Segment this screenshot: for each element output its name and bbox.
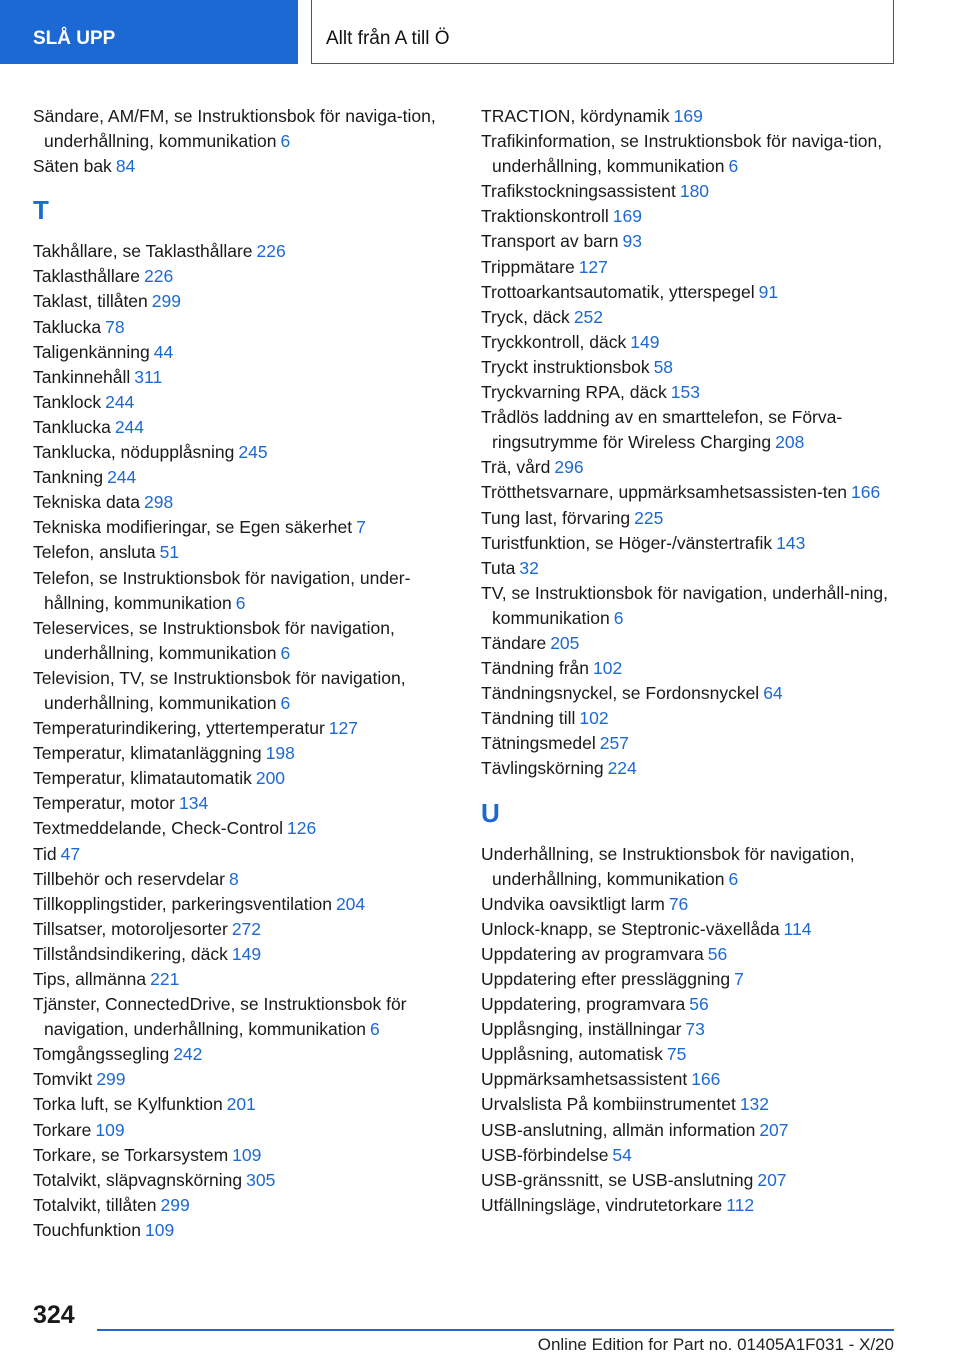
footer-divider: [97, 1329, 894, 1331]
index-page-link[interactable]: 73: [685, 1019, 705, 1040]
index-entry: [33, 340, 463, 365]
index-entry: [33, 566, 463, 616]
index-page-link[interactable]: 153: [670, 382, 700, 403]
index-entry: [481, 656, 901, 681]
index-page-link[interactable]: 127: [328, 718, 358, 739]
index-page-link[interactable]: 305: [246, 1169, 276, 1190]
index-page-link[interactable]: 126: [287, 818, 317, 839]
index-entry: [33, 942, 463, 967]
index-page-link[interactable]: 93: [622, 231, 642, 252]
index-page-link[interactable]: 109: [95, 1119, 125, 1140]
index-page-link[interactable]: 112: [726, 1194, 755, 1215]
index-entry: [481, 480, 901, 505]
index-page-link[interactable]: 47: [60, 843, 81, 864]
index-entry-text: Taklast, tillåten: [33, 291, 148, 312]
index-page-link[interactable]: 56: [707, 943, 728, 964]
index-entry: [481, 455, 901, 480]
index-entry: [481, 581, 901, 631]
index-page-link[interactable]: 252: [573, 306, 604, 327]
index-page-link[interactable]: 299: [151, 291, 181, 312]
index-page-link[interactable]: 296: [554, 457, 584, 478]
index-entry-text: Tryckt instruktionsbok: [481, 356, 650, 377]
index-entry-text: Totalvikt, tillåten: [33, 1194, 157, 1215]
index-entry-text: Utfällningsläge, vindrutetorkare: [481, 1194, 723, 1215]
index-entry-text: Tillbehör och reservdelar: [33, 868, 225, 889]
index-entry: [33, 1092, 463, 1117]
index-entry: [481, 129, 901, 179]
index-page-link[interactable]: 58: [653, 356, 674, 377]
index-entry-text: Tuta: [481, 557, 516, 578]
index-entry-text: TV, se Instruktionsbok för navigation, underhåll-ning, kommunikation: [481, 582, 888, 628]
chapter-tab-a-to-o[interactable]: Allt från A till Ö: [311, 0, 894, 64]
index-page-link[interactable]: 6: [280, 131, 291, 152]
index-page-link[interactable]: 204: [335, 893, 366, 914]
index-page-link[interactable]: 109: [145, 1219, 175, 1240]
index-entry-text: Tankinnehåll: [33, 366, 131, 387]
index-page-link[interactable]: 7: [734, 969, 744, 989]
index-entry: [481, 1193, 901, 1218]
index-entry: [33, 616, 463, 666]
index-entry-text: Tändning till: [481, 708, 576, 729]
index-entry-text: Tillkopplingstider, parkeringsventilation: [33, 893, 332, 914]
index-entry: [33, 892, 463, 917]
index-entry: [481, 1017, 901, 1042]
index-entry: [33, 917, 463, 942]
index-page-link[interactable]: 299: [160, 1194, 190, 1215]
index-entry-text: Tanklucka, nödupplåsning: [33, 442, 235, 463]
index-entry: [33, 315, 463, 340]
index-entry: [481, 892, 901, 917]
index-entry: [33, 264, 463, 289]
index-entry-text: Upplåsning, automatisk: [481, 1044, 663, 1065]
index-entry-text: USB-gränssnitt, se USB-anslutning: [481, 1169, 754, 1190]
index-entry-text: Taklasthållare: [33, 266, 140, 287]
index-page-link[interactable]: 149: [630, 331, 660, 352]
index-entry: [33, 741, 463, 766]
index-page-link[interactable]: 208: [775, 432, 805, 453]
index-page-link[interactable]: 6: [235, 592, 246, 613]
index-entry-text: TRACTION, kördynamik: [481, 106, 670, 126]
index-page-link[interactable]: 7: [356, 517, 366, 538]
index-entry-text: Tekniska data: [33, 492, 141, 513]
index-page-link[interactable]: 76: [668, 893, 689, 914]
index-entry-text: Tändningsnyckel, se Fordonsnyckel: [481, 683, 760, 704]
index-entry-text: Torkare, se Torkarsystem: [33, 1144, 229, 1165]
index-entry: [481, 305, 901, 330]
section-tab-sla-upp[interactable]: SLÅ UPP: [0, 0, 298, 64]
index-letter-heading: T: [33, 195, 49, 226]
index-entry-text: Tung last, förvaring: [481, 507, 631, 528]
index-entry-text: Totalvikt, släpvagnskörning: [33, 1169, 243, 1190]
index-entry-text: Säten bak: [33, 156, 112, 177]
index-entry: [33, 365, 463, 390]
index-entry: [481, 731, 901, 756]
index-entry: [481, 405, 901, 455]
index-page-link[interactable]: 6: [280, 692, 291, 713]
index-page-link[interactable]: 169: [673, 106, 703, 126]
index-entry: [33, 666, 463, 716]
index-entry-text: Trä, vård: [481, 457, 551, 478]
index-entry: [33, 465, 463, 490]
page-number: 324: [33, 1301, 75, 1329]
index-entry: [481, 355, 901, 380]
index-entry-text: Torka luft, se Kylfunktion: [33, 1094, 223, 1115]
index-entry-text: Temperatur, klimatautomatik: [33, 768, 252, 789]
index-page-link[interactable]: 6: [728, 868, 739, 889]
index-entry: [481, 967, 901, 992]
index-entry: [481, 1143, 901, 1168]
index-page-link[interactable]: 257: [599, 733, 629, 754]
index-entry: [481, 1092, 901, 1117]
index-entry-text: Uppdatering, programvara: [481, 994, 686, 1015]
index-page-link[interactable]: 226: [256, 241, 286, 262]
index-column-left: [33, 104, 463, 1243]
index-page-link[interactable]: 224: [607, 758, 637, 779]
index-page-link[interactable]: 245: [238, 442, 268, 463]
index-page-link[interactable]: 51: [159, 542, 180, 563]
index-entry: [33, 289, 463, 314]
index-entry: [33, 1067, 463, 1092]
index-entry: [481, 681, 901, 706]
index-page-link[interactable]: 6: [728, 156, 739, 177]
index-entry-text: Tid: [33, 843, 57, 864]
index-entry: [481, 706, 901, 731]
index-entry-text: Uppmärksamhetsassistent: [481, 1069, 688, 1090]
index-entry: [481, 992, 901, 1017]
index-page-link[interactable]: 102: [593, 658, 623, 679]
index-entry-text: Urvalslista På kombiinstrumentet: [481, 1094, 736, 1115]
index-page-link[interactable]: 299: [96, 1069, 126, 1090]
index-entry: [481, 1118, 901, 1143]
index-entry: [481, 1067, 901, 1092]
index-page-link[interactable]: 6: [370, 1019, 380, 1040]
index-entry-text: Telefon, se Instruktionsbok för navigation, under-hållning, kommunikation: [33, 567, 411, 613]
index-entry: [481, 380, 901, 405]
index-page-link[interactable]: 244: [107, 467, 137, 488]
index-entry: [481, 631, 901, 656]
index-entry-text: Underhållning, se Instruktionsbok för navigation, underhållning, kommunikation: [481, 843, 855, 889]
index-entry: [33, 440, 463, 465]
index-entry: [33, 515, 463, 540]
index-entry: [481, 942, 901, 967]
index-entry: [481, 531, 901, 556]
index-page-link[interactable]: 78: [105, 316, 125, 337]
index-page-link[interactable]: 180: [679, 181, 710, 202]
index-entry: [33, 390, 463, 415]
index-entry-text: Trippmätare: [481, 256, 575, 277]
index-page-link[interactable]: 311: [134, 366, 163, 387]
index-page-link[interactable]: 198: [265, 743, 295, 764]
index-page-link[interactable]: 102: [579, 708, 609, 729]
index-page-link[interactable]: 244: [105, 391, 135, 412]
index-entry-text: Tanklock: [33, 391, 102, 412]
index-entry-text: Tätningsmedel: [481, 733, 596, 754]
index-entry-text: Tekniska modifieringar, se Egen säkerhet: [33, 517, 353, 538]
index-entry-text: Trafikstockningsassistent: [481, 181, 676, 202]
index-entry-text: Undvika oavsiktligt larm: [481, 893, 665, 914]
index-page-link[interactable]: 32: [519, 557, 539, 578]
index-entry-text: Uppdatering av programvara: [481, 943, 704, 964]
index-entry-text: Touchfunktion: [33, 1219, 141, 1240]
index-page-link[interactable]: 200: [255, 768, 286, 789]
index-entry-text: Torkare: [33, 1119, 92, 1140]
index-page-link[interactable]: 225: [634, 507, 664, 528]
index-entry-text: Temperatur, motor: [33, 793, 175, 814]
index-entry: [33, 1168, 463, 1193]
index-page-link[interactable]: 272: [231, 918, 262, 939]
index-page-link[interactable]: 109: [232, 1144, 262, 1165]
index-entry-text: Taklucka: [33, 316, 102, 337]
index-entry: [481, 280, 901, 305]
index-entry: [481, 204, 901, 229]
index-entry: [33, 842, 463, 867]
index-entry: [33, 490, 463, 515]
index-page-link[interactable]: 6: [613, 607, 624, 628]
index-entry: [481, 756, 901, 781]
index-entry: [33, 1193, 463, 1218]
index-page-link[interactable]: 134: [179, 793, 209, 814]
index-entry: [33, 766, 463, 791]
index-page-link[interactable]: 91: [758, 281, 779, 302]
index-entry-text: Tjänster, ConnectedDrive, se Instruktionsbok för navigation, underhållning, kommunikation: [33, 994, 407, 1040]
index-entry: [481, 1042, 901, 1067]
index-entry-text: Tillståndsindikering, däck: [33, 943, 228, 964]
index-page-link[interactable]: 84: [115, 156, 136, 177]
index-page-link[interactable]: 44: [153, 341, 174, 362]
index-page-link[interactable]: 127: [578, 256, 608, 277]
index-entry-text: Unlock-knapp, se Steptronic-växellåda: [481, 918, 780, 939]
index-entry: [33, 867, 463, 892]
index-page-link[interactable]: 132: [739, 1094, 770, 1115]
index-entry: [481, 179, 901, 204]
index-entry-text: Tävlingskörning: [481, 758, 604, 779]
index-entry: [33, 1042, 463, 1067]
index-entry: [33, 967, 463, 992]
index-entry-text: Tankning: [33, 467, 104, 488]
index-page-link[interactable]: 226: [144, 266, 174, 287]
index-page-link[interactable]: 221: [150, 969, 180, 989]
index-entry-text: USB-förbindelse: [481, 1144, 609, 1165]
index-entry-text: Trottoarkantsautomatik, ytterspegel: [481, 281, 755, 302]
index-page-link[interactable]: 205: [550, 632, 580, 653]
index-entry-text: Textmeddelande, Check-Control: [33, 818, 283, 839]
index-entry: [481, 1168, 901, 1193]
index-entry-text: Upplåsnging, inställningar: [481, 1019, 682, 1040]
index-entry-text: Tändning från: [481, 658, 589, 679]
index-entry: [481, 506, 901, 531]
index-entry-text: Transport av barn: [481, 231, 619, 252]
index-entry: [33, 992, 463, 1042]
index-page-link[interactable]: 8: [228, 868, 239, 889]
index-entry-text: USB-anslutning, allmän information: [481, 1119, 756, 1140]
index-entry-text: Tillsatser, motoroljesorter: [33, 918, 228, 939]
index-page-link[interactable]: 166: [691, 1069, 721, 1090]
index-entry-text: Trådlös laddning av en smarttelefon, se Förva-ringsutrymme för Wireless Charging: [481, 407, 843, 453]
index-column-right: [481, 104, 901, 1218]
index-entry-text: Tändare: [481, 632, 547, 653]
index-entry-text: Trafikinformation, se Instruktionsbok för naviga-tion, underhållning, kommunikation: [481, 131, 883, 177]
index-entry: [481, 229, 901, 254]
index-entry: [33, 716, 463, 741]
index-entry-text: Tryckkontroll, däck: [481, 331, 627, 352]
index-entry: [33, 540, 463, 565]
index-entry-text: Television, TV, se Instruktionsbok för navigation, underhållning, kommunikation: [33, 667, 406, 713]
index-letter-heading: U: [481, 797, 500, 828]
index-entry-text: Temperaturindikering, yttertemperatur: [33, 718, 325, 739]
index-page-link[interactable]: 298: [144, 492, 174, 513]
index-page-link[interactable]: 6: [280, 642, 291, 663]
index-entry: [481, 556, 901, 581]
index-entry: [33, 154, 463, 179]
index-entry-text: Teleservices, se Instruktionsbok för navigation, underhållning, kommunikation: [33, 617, 395, 663]
index-entry-text: Turistfunktion, se Höger-/vänstertrafik: [481, 532, 773, 553]
index-entry: [33, 1118, 463, 1143]
index-page-link[interactable]: 201: [226, 1094, 256, 1115]
index-page-link[interactable]: 207: [759, 1119, 789, 1140]
index-entry-text: Taligenkänning: [33, 341, 150, 362]
index-page-link[interactable]: 56: [689, 994, 709, 1015]
index-entry-text: Uppdatering efter pressläggning: [481, 969, 731, 989]
index-page-link[interactable]: 143: [776, 532, 806, 553]
index-entry-text: Tips, allmänna: [33, 969, 147, 989]
index-entry-text: Telefon, ansluta: [33, 542, 156, 563]
index-entry: [33, 104, 463, 154]
index-entry-text: Temperatur, klimatanläggning: [33, 743, 262, 764]
index-entry-text: Tomgångssegling: [33, 1044, 170, 1065]
index-entry-text: Tanklucka: [33, 416, 111, 437]
edition-footer: Online Edition for Part no. 01405A1F031 - X/20: [537, 1335, 894, 1354]
index-entry: [481, 255, 901, 280]
index-page-link[interactable]: 169: [612, 206, 642, 227]
index-page-link[interactable]: 242: [173, 1044, 203, 1065]
index-entry-text: Tryck, däck: [481, 306, 570, 327]
index-page-link[interactable]: 64: [763, 683, 783, 704]
index-page-link[interactable]: 207: [757, 1169, 787, 1190]
index-entry-text: Tryckvarning RPA, däck: [481, 382, 667, 403]
index-entry-text: Tomvikt: [33, 1069, 93, 1090]
index-entry: [481, 842, 901, 892]
index-entry: [481, 104, 901, 129]
index-entry-text: Traktionskontroll: [481, 206, 609, 227]
index-entry: [33, 816, 463, 841]
index-entry-text: Trötthetsvarnare, uppmärksamhetsassisten-ten: [481, 482, 848, 503]
index-page-link[interactable]: 114: [783, 918, 812, 939]
index-page-link[interactable]: 75: [666, 1044, 687, 1065]
index-entry: [33, 415, 463, 440]
index-entry: [481, 330, 901, 355]
index-entry: [481, 917, 901, 942]
index-entry: [33, 239, 463, 264]
index-entry-text: Sändare, AM/FM, se Instruktionsbok för naviga-tion, underhållning, kommunikation: [33, 106, 436, 152]
index-page-link[interactable]: 54: [612, 1144, 632, 1165]
index-entry: [33, 791, 463, 816]
index-entry: [33, 1143, 463, 1168]
index-page-link[interactable]: 244: [114, 416, 145, 437]
index-page-link[interactable]: 166: [851, 482, 881, 503]
index-page-link[interactable]: 149: [231, 943, 262, 964]
index-entry-text: Takhållare, se Taklasthållare: [33, 241, 253, 262]
index-entry: [33, 1218, 463, 1243]
